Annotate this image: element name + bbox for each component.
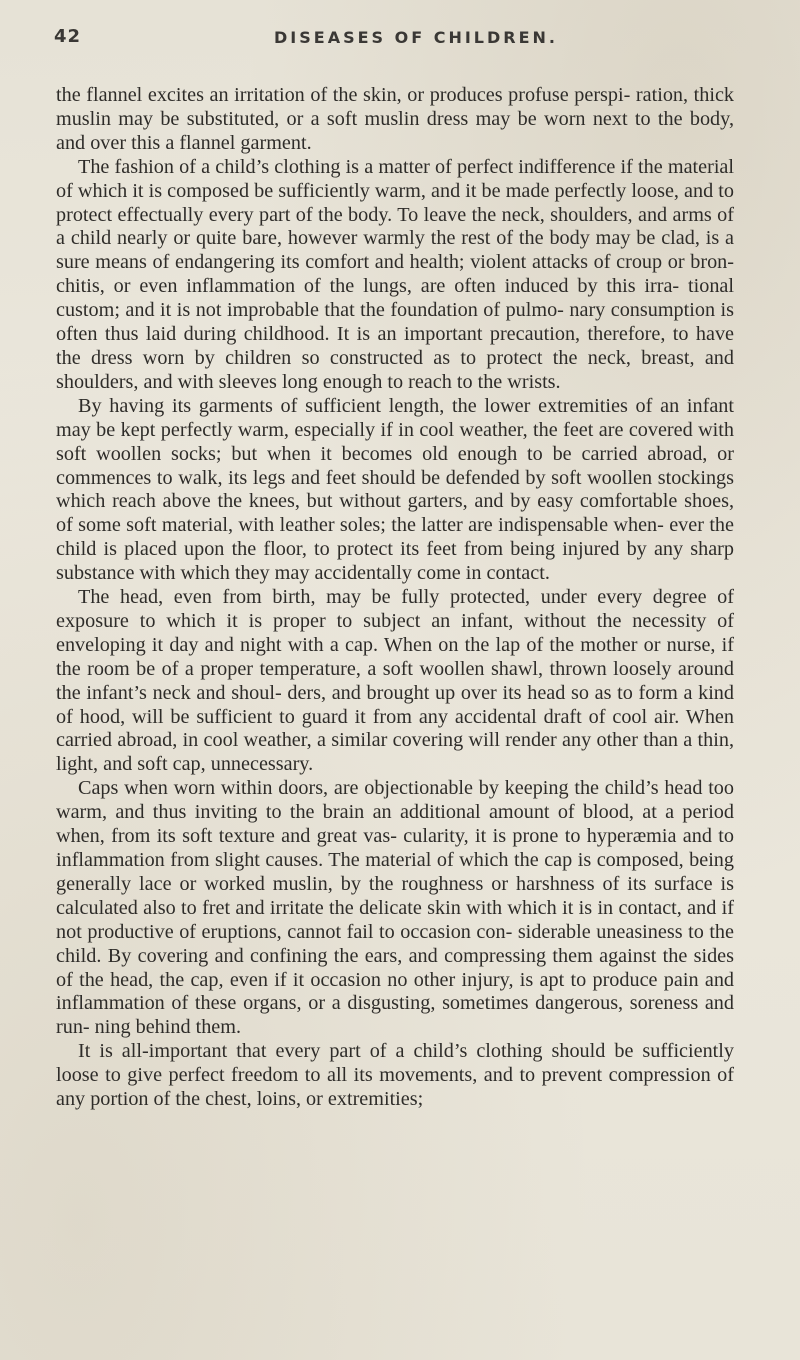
page-header bbox=[54, 26, 754, 50]
body-text bbox=[56, 84, 734, 1112]
page-number: 42 bbox=[54, 26, 82, 47]
paragraph: The head, even from birth, may be fully protected, under every degree of exposure to which it is proper to subject an infant, without the necessity of enveloping it day and night with a cap. When on the lap of the mother or nurse, if the room be of a proper temperature, a soft woollen shawl, thrown loosely around the infant’s neck and shoul- ders, and brought up over its head so as to form a kind of hood, will be sufficient to guard it from any accidental draft of cool air. When carried abroad, in cool weather, a similar covering will render any other than a thin, light, and soft cap, unnecessary. bbox=[56, 586, 734, 776]
paragraph: Caps when worn within doors, are objectionable by keeping the child’s head too warm, and thus inviting to the brain an additional amount of blood, at a period when, from its soft texture and great vas- cularity, it is prone to hyperæmia and to inflammation from slight causes. The material of which the cap is composed, being generally lace or worked muslin, by the roughness or harshness of its surface is calculated also to fret and irritate the delicate skin with which it is in contact, and if not productive of eruptions, cannot fail to occasion con- siderable uneasiness to the child. By covering and confining the ears, and compressing them against the sides of the head, the cap, even if it occasion no other injury, is apt to produce pain and inflammation of these organs, or a disgusting, sometimes dangerous, soreness and run- ning behind them. bbox=[56, 777, 734, 1039]
paragraph: the flannel excites an irritation of the skin, or produces profuse perspi- ration, thick muslin may be substituted, or a soft muslin dress may be worn next to the body, and over this a flannel garment. bbox=[56, 84, 734, 154]
paragraph: By having its garments of sufficient length, the lower extremities of an infant may be kept perfectly warm, especially if in cool weather, the feet are covered with soft woollen socks; but when it becomes old enough to be carried abroad, or commences to walk, its legs and feet should be defended by soft woollen stockings which reach above the knees, but without garters, and by easy comfortable shoes, of some soft material, with leather soles; the latter are indispensable when- ever the child is placed upon the floor, to protect its feet from being injured by any sharp substance with which they may accidentally come in contact. bbox=[56, 394, 734, 585]
paragraph: It is all-important that every part of a child’s clothing should be sufficiently loose to give perfect freedom to all its movements, and to prevent compression of any portion of the chest, loins, or extremities; bbox=[56, 1040, 734, 1111]
running-title: DISEASES OF CHILDREN. bbox=[274, 28, 558, 47]
paragraph: The fashion of a child’s clothing is a matter of perfect indifference if the material of which it is composed be sufficiently warm, and it be made perfectly loose, and to protect effectually every part of the body. To leave the neck, shoulders, and arms of a child nearly or quite bare, however warmly the rest of the body may be clad, is a sure means of endangering its comfort and health; violent attacks of croup or bron- chitis, or even inflammation of the lungs, are often induced by this irra- tional custom; and it is not improbable that the foundation of pulmo- nary consumption is often thus laid during childhood. It is an important precaution, therefore, to have the dress worn by children so constructed as to protect the neck, breast, and shoulders, and with sleeves long enough to reach to the wrists. bbox=[56, 155, 734, 393]
